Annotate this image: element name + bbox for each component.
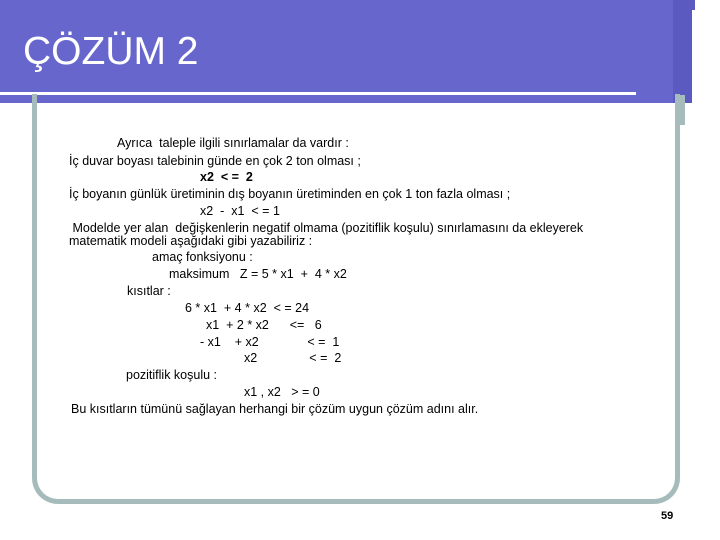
constraint-line-1: x2 < = 2 [200, 170, 253, 184]
constraint-line-6: x2 < = 2 [244, 351, 342, 365]
objective-label: amaç fonksiyonu : [152, 250, 253, 264]
text-line-2: İç duvar boyası talebinin günde en çok 2 ton olması ; [69, 154, 361, 168]
slide-title: ÇÖZÜM 2 [23, 30, 199, 73]
constraints-label: kısıtlar : [127, 284, 171, 298]
banner-accent-line [692, 10, 695, 103]
nonnegativity-label: pozitiflik koşulu : [126, 368, 218, 382]
objective-function: maksimum Z = 5 * x1 + 4 * x2 [169, 267, 347, 281]
constraint-line-2: x2 - x1 < = 1 [200, 204, 280, 218]
constraint-line-5: - x1 + x2 < = 1 [200, 335, 340, 349]
text-line-5: matematik modeli aşağıdaki gibi yazabiliriz : [69, 234, 313, 248]
text-line-1: Ayrıca taleple ilgili sınırlamalar da vardır : [117, 136, 349, 150]
text-line-3: İç boyanın günlük üretiminin dış boyanın üretiminden en çok 1 ton fazla olması ; [69, 187, 511, 201]
content-frame-top-right [680, 95, 685, 125]
text-line-4: Modelde yer alan değişkenlerin negatif olmama (pozitiflik koşulu) sınırlamasını da ekleyerek [69, 221, 584, 235]
text-line-6: Bu kısıtların tümünü sağlayan herhangi bir çözüm uygun çözüm adını alır. [71, 402, 479, 416]
nonnegativity-constraint: x1 , x2 > = 0 [244, 385, 320, 399]
constraint-line-3: 6 * x1 + 4 * x2 < = 24 [185, 301, 310, 315]
constraint-line-4: x1 + 2 * x2 <= 6 [206, 318, 322, 332]
page-number: 59 [661, 510, 674, 522]
